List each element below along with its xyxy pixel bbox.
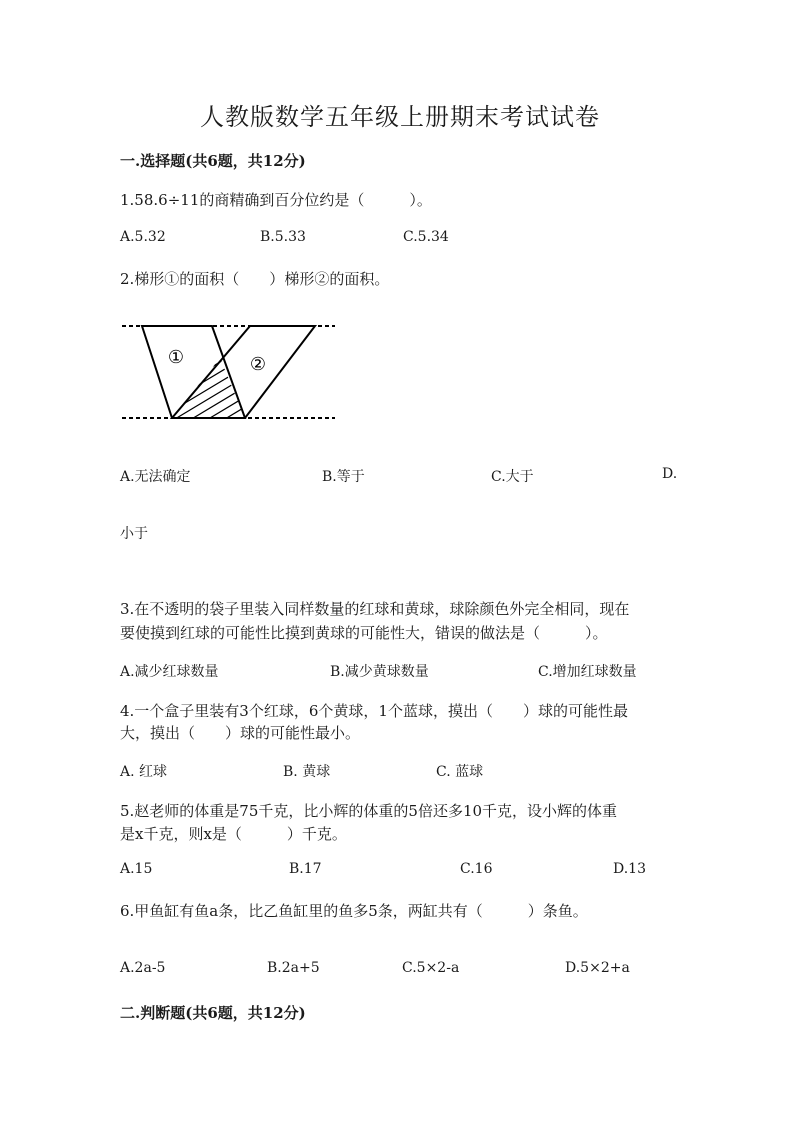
question-6-option-c: C.5×2-a (402, 960, 460, 976)
question-3-option-a: A.减少红球数量 (120, 664, 219, 680)
trapezoid-1 (142, 326, 245, 418)
question-2-option-b: B.等于 (322, 469, 365, 485)
question-6-option-b: B.2a+5 (267, 960, 320, 976)
question-5-line-1: 5.赵老师的体重是75千克，比小辉的体重的5倍还多10千克，设小辉的体重 (120, 802, 618, 820)
section-heading-judgement: 二.判断题(共6题，共12分) (120, 1004, 306, 1022)
question-6-option-d: D.5×2+a (565, 960, 630, 976)
section-heading-choice: 一.选择题(共6题，共12分) (120, 152, 306, 170)
question-6-option-a: A.2a-5 (120, 960, 166, 976)
question-3-line-2: 要使摸到红球的可能性比摸到黄球的可能性大，错误的做法是（ ）。 (120, 624, 608, 642)
question-4-option-a: A. 红球 (120, 764, 168, 780)
trapezoid-1-label: ① (167, 347, 185, 368)
question-4-option-b: B. 黄球 (283, 764, 331, 780)
question-2-option-a: A.无法确定 (120, 469, 191, 485)
question-3-option-b: B.减少黄球数量 (330, 664, 429, 680)
question-4-line-2: 大，摸出（ ）球的可能性最小。 (120, 724, 361, 742)
question-5-option-c: C.16 (460, 861, 493, 877)
question-2-option-d-wrap: 小于 (120, 526, 148, 542)
question-4-option-c: C. 蓝球 (436, 764, 484, 780)
question-3-line-1: 3.在不透明的袋子里装入同样数量的红球和黄球，球除颜色外完全相同，现在 (120, 600, 630, 618)
trapezoid-figure (120, 318, 340, 428)
page-title: 人教版数学五年级上册期末考试试卷 (200, 103, 600, 131)
question-1-text: 1.58.6÷11的商精确到百分位约是（ ）。 (120, 191, 432, 209)
question-1-option-b: B.5.33 (260, 229, 306, 245)
question-1-option-c: C.5.34 (403, 229, 449, 245)
trapezoid-2-label: ② (249, 354, 267, 375)
question-5-option-a: A.15 (120, 861, 153, 877)
question-2-option-d: D. (662, 466, 678, 482)
question-4-line-1: 4.一个盒子里装有3个红球，6个黄球，1个蓝球，摸出（ ）球的可能性最 (120, 702, 628, 720)
trapezoid-2 (172, 326, 315, 418)
question-5-option-d: D.13 (613, 861, 646, 877)
question-2-option-c: C.大于 (491, 469, 534, 485)
question-5-option-b: B.17 (289, 861, 322, 877)
question-1-option-a: A.5.32 (120, 229, 166, 245)
question-3-option-c: C.增加红球数量 (538, 664, 637, 680)
question-2-text: 2.梯形①的面积（ ）梯形②的面积。 (120, 270, 390, 288)
question-6-text: 6.甲鱼缸有鱼a条，比乙鱼缸里的鱼多5条，两缸共有（ ）条鱼。 (120, 902, 588, 920)
question-5-line-2: 是x千克，则x是（ ）千克。 (120, 825, 347, 843)
